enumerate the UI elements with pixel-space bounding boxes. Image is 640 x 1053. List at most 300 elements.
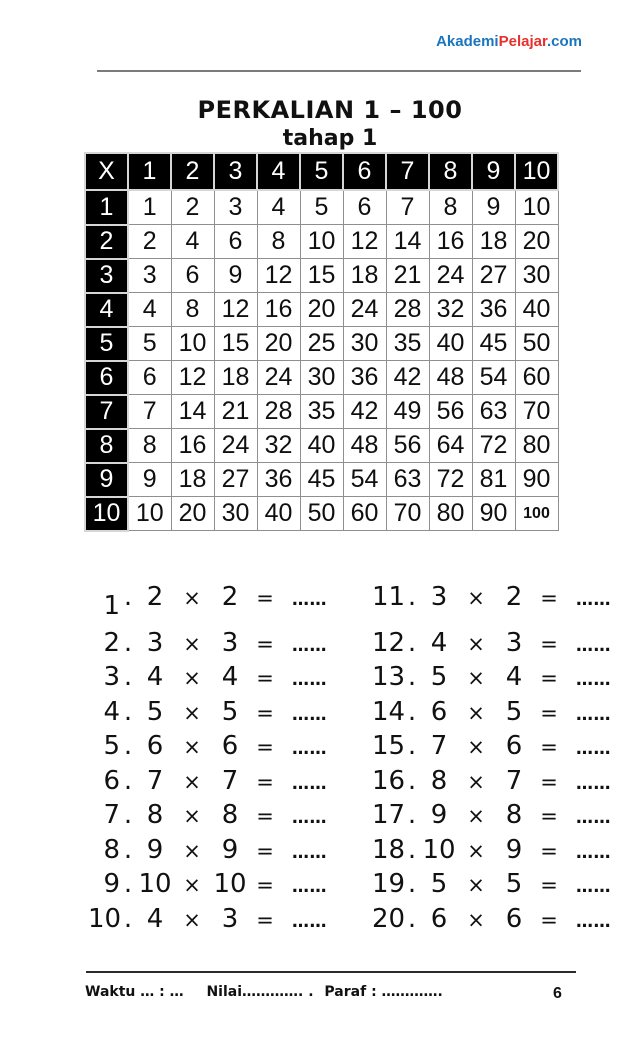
- times-symbol: ×: [183, 804, 201, 828]
- table-cell: 60: [515, 361, 558, 395]
- answer-blank: ……: [576, 590, 611, 610]
- table-cell: 64: [429, 429, 472, 463]
- operand-b: 3: [221, 903, 239, 934]
- table-cell: 10: [300, 225, 343, 259]
- multiplication-table: [84, 152, 559, 532]
- table-cell: 30: [515, 259, 558, 293]
- table-cell: 100: [515, 497, 558, 531]
- table-row-header: 1: [85, 190, 128, 225]
- table-cell: 18: [343, 259, 386, 293]
- table-cell: 56: [429, 395, 472, 429]
- page-number: 6: [553, 985, 562, 1002]
- table-cell: 81: [472, 463, 515, 497]
- table-row: [85, 463, 558, 497]
- table-col-header: 8: [429, 153, 472, 190]
- table-cell: 35: [300, 395, 343, 429]
- equals-symbol: =: [256, 804, 274, 828]
- footer: [85, 984, 443, 1000]
- times-symbol: ×: [467, 804, 485, 828]
- table-cell: 3: [128, 259, 171, 293]
- separator-dot: .: [123, 662, 133, 692]
- table-cell: 21: [386, 259, 429, 293]
- table-row: [85, 395, 558, 429]
- separator-dot: .: [123, 869, 133, 899]
- table-cell: 49: [386, 395, 429, 429]
- table-cell: 24: [257, 361, 300, 395]
- table-cell: 14: [171, 395, 214, 429]
- times-symbol: ×: [467, 735, 485, 759]
- table-row-header: 5: [85, 327, 128, 361]
- operand-a: 6: [430, 903, 448, 934]
- exercise-row: [88, 835, 327, 870]
- table-cell: 80: [429, 497, 472, 531]
- operand-b: 3: [505, 627, 523, 658]
- operand-a: 5: [430, 869, 448, 899]
- table-cell: 24: [343, 293, 386, 327]
- table-col-header: 7: [386, 153, 429, 190]
- operand-a: 5: [146, 696, 164, 727]
- table-cell: 24: [214, 429, 257, 463]
- table-cell: 20: [171, 497, 214, 531]
- separator-dot: .: [407, 627, 417, 658]
- footer-divider: [86, 971, 576, 973]
- table-cell: 9: [472, 190, 515, 225]
- times-symbol: ×: [183, 769, 201, 794]
- separator-dot: .: [123, 903, 133, 934]
- equals-symbol: =: [540, 838, 558, 863]
- table-cell: 54: [343, 463, 386, 497]
- table-cell: 90: [515, 463, 558, 497]
- table-cell: 72: [429, 463, 472, 497]
- answer-blank: ……: [292, 808, 327, 828]
- answer-blank: ……: [576, 842, 611, 863]
- table-cell: 8: [128, 429, 171, 463]
- exercise-row: [372, 766, 611, 801]
- table-cell: 6: [214, 225, 257, 259]
- table-cell: 70: [386, 497, 429, 531]
- operand-b: 2: [221, 582, 239, 612]
- exercise-number: 1: [103, 591, 120, 621]
- equals-symbol: =: [540, 631, 558, 656]
- equals-symbol: =: [540, 666, 558, 690]
- answer-blank: ……: [576, 808, 611, 828]
- table-row-header: 10: [85, 497, 128, 531]
- times-symbol: ×: [467, 873, 485, 897]
- table-cell: 45: [472, 327, 515, 361]
- exercise-row: [88, 628, 327, 663]
- times-symbol: ×: [183, 735, 201, 759]
- table-row-header: 4: [85, 293, 128, 327]
- table-cell: 8: [257, 225, 300, 259]
- table-row-header: 6: [85, 361, 128, 395]
- separator-dot: .: [123, 800, 133, 830]
- equals-symbol: =: [256, 907, 274, 932]
- operand-b: 3: [221, 627, 239, 658]
- table-cell: 56: [386, 429, 429, 463]
- separator-dot: .: [123, 627, 133, 658]
- table-row: [85, 259, 558, 293]
- times-symbol: ×: [183, 666, 201, 690]
- table-cell: 27: [214, 463, 257, 497]
- table-cell: 1: [128, 190, 171, 225]
- table-cell: 9: [128, 463, 171, 497]
- operand-b: 5: [505, 696, 523, 727]
- table-header-row: [85, 153, 558, 190]
- table-cell: 30: [343, 327, 386, 361]
- operand-a: 8: [146, 800, 164, 830]
- table-cell: 6: [343, 190, 386, 225]
- table-cell: 50: [300, 497, 343, 531]
- table-cell: 5: [300, 190, 343, 225]
- table-cell: 7: [128, 395, 171, 429]
- exercise-row: [372, 628, 611, 663]
- exercise-list-right: [372, 582, 611, 938]
- separator-dot: .: [407, 662, 417, 692]
- table-cell: 12: [214, 293, 257, 327]
- table-cell: 50: [515, 327, 558, 361]
- separator-dot: .: [407, 903, 417, 934]
- operand-b: 8: [505, 800, 523, 830]
- equals-symbol: =: [540, 769, 558, 794]
- table-row-header: 8: [85, 429, 128, 463]
- exercise-number: 16: [372, 765, 406, 796]
- exercise-row: [88, 731, 327, 766]
- table-cell: 18: [472, 225, 515, 259]
- table-cell: 70: [515, 395, 558, 429]
- operand-b: 10: [213, 869, 247, 899]
- table-col-header: 5: [300, 153, 343, 190]
- separator-dot: .: [123, 696, 133, 727]
- table-cell: 12: [257, 259, 300, 293]
- exercise-row: [88, 697, 327, 732]
- separator-dot: .: [123, 731, 133, 761]
- separator-dot: .: [123, 834, 133, 865]
- operand-b: 6: [505, 903, 523, 934]
- table-row: [85, 190, 558, 225]
- exercise-number: 12: [372, 627, 406, 658]
- exercise-row: [88, 800, 327, 835]
- times-symbol: ×: [467, 838, 485, 863]
- table-cell: 10: [515, 190, 558, 225]
- table-row-header: 3: [85, 259, 128, 293]
- table-cell: 15: [300, 259, 343, 293]
- operand-a: 3: [146, 627, 164, 658]
- table-cell: 63: [472, 395, 515, 429]
- operand-b: 9: [221, 834, 239, 865]
- multiplication-table-head: [85, 153, 558, 190]
- exercise-row: [372, 904, 611, 939]
- table-cell: 2: [128, 225, 171, 259]
- table-cell: 40: [429, 327, 472, 361]
- equals-symbol: =: [540, 700, 558, 725]
- table-cell: 18: [171, 463, 214, 497]
- operand-b: 2: [505, 582, 523, 612]
- table-cell: 9: [214, 259, 257, 293]
- exercise-number: 15: [372, 731, 406, 761]
- table-cell: 60: [343, 497, 386, 531]
- operand-a: 9: [146, 834, 164, 865]
- exercise-row: [372, 869, 611, 904]
- exercise-row: [372, 731, 611, 766]
- answer-blank: ……: [292, 842, 327, 863]
- times-symbol: ×: [183, 631, 201, 656]
- worksheet-title: PERKALIAN 1 – 100: [197, 96, 463, 124]
- operand-b: 9: [505, 834, 523, 865]
- times-symbol: ×: [183, 586, 201, 610]
- times-symbol: ×: [467, 769, 485, 794]
- multiplication-table-body: [85, 190, 558, 531]
- operand-a: 3: [430, 582, 448, 612]
- equals-symbol: =: [540, 873, 558, 897]
- table-col-header: 6: [343, 153, 386, 190]
- operand-a: 7: [146, 765, 164, 796]
- table-corner-cell: X: [85, 153, 128, 190]
- times-symbol: ×: [183, 838, 201, 863]
- operand-b: 6: [221, 731, 239, 761]
- table-col-header: 1: [128, 153, 171, 190]
- exercise-row: [88, 582, 327, 621]
- table-row-header: 9: [85, 463, 128, 497]
- table-cell: 24: [429, 259, 472, 293]
- table-cell: 21: [214, 395, 257, 429]
- exercise-number: 8: [103, 834, 120, 865]
- table-cell: 4: [128, 293, 171, 327]
- table-cell: 16: [257, 293, 300, 327]
- answer-blank: ……: [292, 704, 327, 725]
- exercise-number: 4: [103, 696, 120, 727]
- answer-blank: ……: [576, 877, 611, 897]
- equals-symbol: =: [540, 735, 558, 759]
- exercise-number: 14: [372, 696, 406, 727]
- table-cell: 45: [300, 463, 343, 497]
- table-cell: 15: [214, 327, 257, 361]
- equals-symbol: =: [540, 586, 558, 610]
- operand-b: 4: [221, 662, 239, 692]
- table-cell: 6: [128, 361, 171, 395]
- table-cell: 12: [343, 225, 386, 259]
- separator-dot: .: [407, 800, 417, 830]
- operand-a: 2: [146, 582, 164, 612]
- times-symbol: ×: [467, 666, 485, 690]
- table-cell: 42: [386, 361, 429, 395]
- exercise-row: [88, 904, 327, 939]
- footer-waktu-label: Waktu … : …: [85, 984, 184, 1000]
- answer-blank: ……: [576, 704, 611, 725]
- table-col-header: 10: [515, 153, 558, 190]
- site-logo: [436, 33, 582, 50]
- table-cell: 25: [300, 327, 343, 361]
- equals-symbol: =: [256, 735, 274, 759]
- operand-a: 10: [422, 834, 456, 865]
- table-row: [85, 327, 558, 361]
- operand-a: 5: [430, 662, 448, 692]
- table-cell: 27: [472, 259, 515, 293]
- times-symbol: ×: [183, 700, 201, 725]
- title-block: [90, 96, 570, 151]
- table-cell: 35: [386, 327, 429, 361]
- table-cell: 36: [257, 463, 300, 497]
- equals-symbol: =: [256, 631, 274, 656]
- table-cell: 10: [171, 327, 214, 361]
- answer-blank: ……: [576, 635, 611, 656]
- table-cell: 32: [257, 429, 300, 463]
- separator-dot: .: [407, 731, 417, 761]
- equals-symbol: =: [256, 838, 274, 863]
- exercise-number: 6: [103, 765, 120, 796]
- equals-symbol: =: [540, 804, 558, 828]
- table-cell: 48: [429, 361, 472, 395]
- worksheet-subtitle: tahap 1: [282, 126, 378, 151]
- exercise-row: [372, 582, 611, 617]
- table-cell: 2: [171, 190, 214, 225]
- table-row-header: 2: [85, 225, 128, 259]
- operand-a: 6: [146, 731, 164, 761]
- exercise-row: [88, 869, 327, 904]
- times-symbol: ×: [467, 586, 485, 610]
- equals-symbol: =: [256, 666, 274, 690]
- operand-b: 5: [505, 869, 523, 899]
- answer-blank: ……: [292, 739, 327, 759]
- answer-blank: ……: [576, 911, 611, 932]
- footer-nilai-label: Nilai…………. .: [206, 984, 314, 1000]
- table-cell: 40: [515, 293, 558, 327]
- table-row: [85, 225, 558, 259]
- exercise-number: 7: [103, 800, 120, 830]
- operand-a: 4: [146, 903, 164, 934]
- operand-b: 8: [221, 800, 239, 830]
- table-cell: 63: [386, 463, 429, 497]
- exercise-number: 5: [103, 731, 120, 761]
- exercise-row: [372, 662, 611, 697]
- table-col-header: 2: [171, 153, 214, 190]
- operand-b: 7: [505, 765, 523, 796]
- logo-pelajar: Pelajar: [498, 33, 547, 50]
- exercise-row: [88, 766, 327, 801]
- table-cell: 90: [472, 497, 515, 531]
- table-cell: 8: [171, 293, 214, 327]
- table-cell: 4: [171, 225, 214, 259]
- equals-symbol: =: [540, 907, 558, 932]
- operand-b: 5: [221, 696, 239, 727]
- operand-b: 6: [505, 731, 523, 761]
- equals-symbol: =: [256, 700, 274, 725]
- operand-a: 4: [146, 662, 164, 692]
- times-symbol: ×: [467, 907, 485, 932]
- answer-blank: ……: [292, 877, 327, 897]
- table-cell: 10: [128, 497, 171, 531]
- times-symbol: ×: [467, 631, 485, 656]
- table-cell: 14: [386, 225, 429, 259]
- exercise-row: [372, 835, 611, 870]
- table-cell: 28: [257, 395, 300, 429]
- table-cell: 42: [343, 395, 386, 429]
- table-cell: 16: [171, 429, 214, 463]
- table-cell: 18: [214, 361, 257, 395]
- separator-dot: .: [407, 582, 417, 612]
- times-symbol: ×: [467, 700, 485, 725]
- exercise-number: 2: [103, 627, 120, 658]
- table-cell: 72: [472, 429, 515, 463]
- separator-dot: .: [407, 834, 417, 865]
- answer-blank: ……: [292, 635, 327, 656]
- logo-dotcom: .com: [546, 33, 582, 50]
- header-divider: [97, 70, 581, 72]
- table-cell: 20: [300, 293, 343, 327]
- table-cell: 12: [171, 361, 214, 395]
- table-cell: 5: [128, 327, 171, 361]
- separator-dot: .: [123, 765, 133, 796]
- operand-a: 7: [430, 731, 448, 761]
- exercise-row: [372, 800, 611, 835]
- exercise-list-left: [88, 582, 327, 938]
- table-cell: 16: [429, 225, 472, 259]
- table-cell: 30: [300, 361, 343, 395]
- table-cell: 80: [515, 429, 558, 463]
- table-cell: 40: [257, 497, 300, 531]
- table-col-header: 9: [472, 153, 515, 190]
- exercise-number: 3: [103, 662, 120, 692]
- exercise-number: 13: [372, 662, 406, 692]
- table-cell: 20: [257, 327, 300, 361]
- exercise-number: 18: [372, 834, 406, 865]
- table-cell: 4: [257, 190, 300, 225]
- table-cell: 3: [214, 190, 257, 225]
- exercise-number: 11: [372, 582, 406, 612]
- table-cell: 36: [343, 361, 386, 395]
- equals-symbol: =: [256, 873, 274, 897]
- separator-dot: .: [123, 582, 133, 612]
- operand-a: 8: [430, 765, 448, 796]
- times-symbol: ×: [183, 873, 201, 897]
- table-col-header: 3: [214, 153, 257, 190]
- equals-symbol: =: [256, 769, 274, 794]
- operand-b: 4: [505, 662, 523, 692]
- exercise-number: 9: [103, 869, 120, 899]
- exercise-row: [88, 662, 327, 697]
- exercise-number: 17: [372, 800, 406, 830]
- table-cell: 36: [472, 293, 515, 327]
- table-cell: 54: [472, 361, 515, 395]
- table-cell: 40: [300, 429, 343, 463]
- table-col-header: 4: [257, 153, 300, 190]
- table-cell: 30: [214, 497, 257, 531]
- table-cell: 32: [429, 293, 472, 327]
- table-row: [85, 361, 558, 395]
- table-cell: 6: [171, 259, 214, 293]
- table-cell: 7: [386, 190, 429, 225]
- times-symbol: ×: [183, 907, 201, 932]
- operand-a: 9: [430, 800, 448, 830]
- table-cell: 8: [429, 190, 472, 225]
- table-row: [85, 429, 558, 463]
- table-row: [85, 497, 558, 531]
- exercise-number: 20: [372, 903, 406, 934]
- exercise-number: 10: [88, 903, 122, 934]
- answer-blank: ……: [576, 739, 611, 759]
- separator-dot: .: [407, 869, 417, 899]
- operand-b: 7: [221, 765, 239, 796]
- answer-blank: ……: [292, 911, 327, 932]
- exercise-row: [372, 697, 611, 732]
- separator-dot: .: [407, 696, 417, 727]
- answer-blank: ……: [576, 670, 611, 690]
- separator-dot: .: [407, 765, 417, 796]
- answer-blank: ……: [576, 773, 611, 794]
- table-cell: 48: [343, 429, 386, 463]
- equals-symbol: =: [256, 586, 274, 610]
- table-row: [85, 293, 558, 327]
- table-cell: 28: [386, 293, 429, 327]
